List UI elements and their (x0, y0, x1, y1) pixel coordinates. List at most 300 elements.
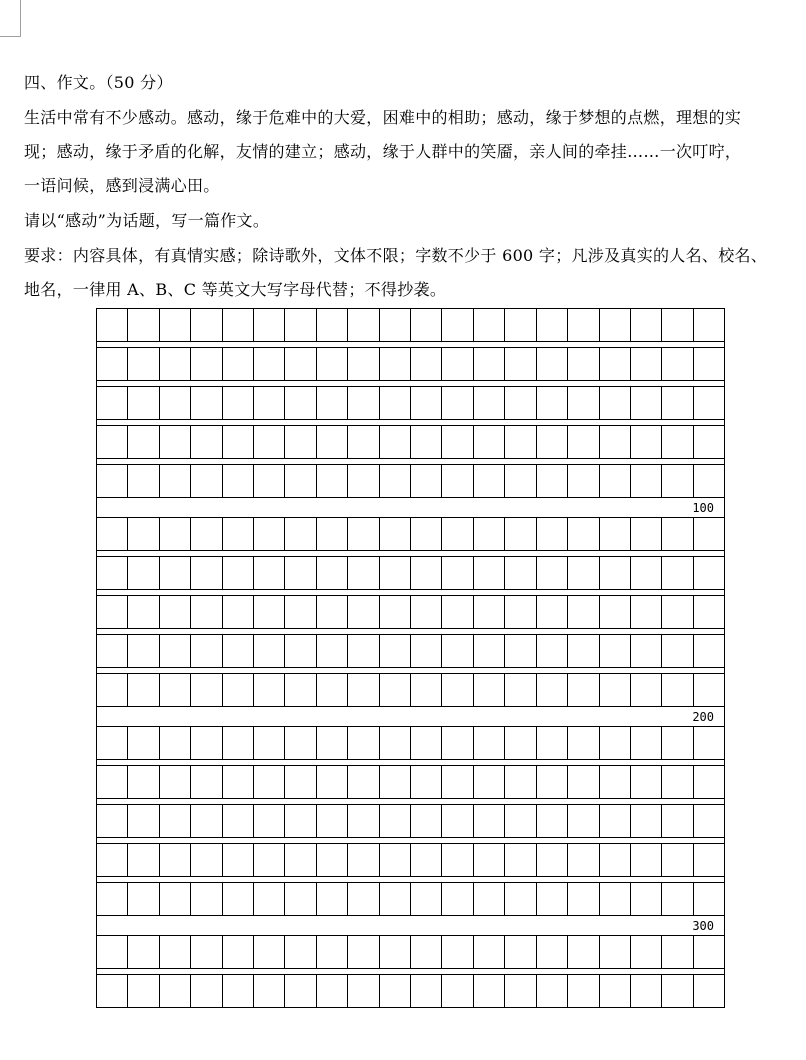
grid-cell[interactable] (411, 766, 442, 798)
grid-cell[interactable] (191, 635, 222, 667)
grid-cell[interactable] (631, 766, 662, 798)
grid-cell[interactable] (128, 727, 159, 759)
grid-cell[interactable] (285, 596, 316, 628)
grid-cell[interactable] (537, 557, 568, 589)
grid-cell[interactable] (191, 674, 222, 706)
grid-cell[interactable] (631, 348, 662, 380)
grid-cell[interactable] (694, 387, 724, 419)
grid-cell[interactable] (380, 387, 411, 419)
grid-cell[interactable] (505, 727, 536, 759)
grid-cell[interactable] (411, 674, 442, 706)
grid-cell[interactable] (380, 936, 411, 968)
grid-cell[interactable] (285, 883, 316, 915)
grid-cell[interactable] (568, 465, 599, 497)
grid-cell[interactable] (285, 426, 316, 458)
grid-cell[interactable] (631, 309, 662, 341)
grid-cell[interactable] (128, 635, 159, 667)
grid-cell[interactable] (128, 766, 159, 798)
grid-cell[interactable] (317, 387, 348, 419)
grid-cell[interactable] (505, 975, 536, 1007)
grid-cell[interactable] (537, 883, 568, 915)
grid-cell[interactable] (317, 596, 348, 628)
grid-cell[interactable] (128, 426, 159, 458)
grid-cell[interactable] (223, 387, 254, 419)
grid-cell[interactable] (285, 844, 316, 876)
grid-cell[interactable] (662, 387, 693, 419)
composition-grid[interactable] (96, 308, 725, 1008)
grid-cell[interactable] (537, 844, 568, 876)
grid-cell[interactable] (662, 805, 693, 837)
grid-cell[interactable] (191, 936, 222, 968)
grid-cell[interactable] (631, 805, 662, 837)
grid-cell[interactable] (505, 426, 536, 458)
grid-cell[interactable] (160, 766, 191, 798)
grid-cell[interactable] (97, 348, 128, 380)
grid-cell[interactable] (160, 975, 191, 1007)
grid-cell[interactable] (505, 805, 536, 837)
grid-cell[interactable] (160, 805, 191, 837)
grid-cell[interactable] (285, 635, 316, 667)
grid-cell[interactable] (694, 727, 724, 759)
grid-cell[interactable] (128, 518, 159, 550)
grid-cell[interactable] (160, 426, 191, 458)
grid-cell[interactable] (694, 465, 724, 497)
grid-cell[interactable] (505, 518, 536, 550)
grid-cell[interactable] (442, 727, 473, 759)
grid-cell[interactable] (317, 727, 348, 759)
grid-cell[interactable] (128, 805, 159, 837)
grid-cell[interactable] (348, 805, 379, 837)
grid-cell[interactable] (662, 844, 693, 876)
grid-cell[interactable] (474, 635, 505, 667)
grid-cell[interactable] (568, 635, 599, 667)
grid-cell[interactable] (568, 387, 599, 419)
grid-cell[interactable] (411, 727, 442, 759)
grid-cell[interactable] (348, 674, 379, 706)
grid-cell[interactable] (411, 387, 442, 419)
grid-cell[interactable] (694, 936, 724, 968)
grid-cell[interactable] (380, 309, 411, 341)
grid-cell[interactable] (537, 518, 568, 550)
grid-cell[interactable] (662, 635, 693, 667)
grid-cell[interactable] (537, 805, 568, 837)
grid-cell[interactable] (568, 805, 599, 837)
grid-cell[interactable] (474, 805, 505, 837)
grid-cell[interactable] (97, 309, 128, 341)
grid-cell[interactable] (223, 348, 254, 380)
grid-cell[interactable] (694, 635, 724, 667)
grid-cell[interactable] (631, 635, 662, 667)
grid-cell[interactable] (474, 936, 505, 968)
grid-cell[interactable] (568, 426, 599, 458)
grid-cell[interactable] (411, 426, 442, 458)
grid-cell[interactable] (600, 465, 631, 497)
grid-cell[interactable] (694, 674, 724, 706)
grid-cell[interactable] (474, 557, 505, 589)
grid-cell[interactable] (411, 557, 442, 589)
grid-cell[interactable] (662, 766, 693, 798)
grid-cell[interactable] (285, 805, 316, 837)
grid-cell[interactable] (694, 975, 724, 1007)
grid-cell[interactable] (505, 465, 536, 497)
grid-cell[interactable] (160, 596, 191, 628)
grid-cell[interactable] (505, 766, 536, 798)
grid-cell[interactable] (442, 936, 473, 968)
grid-cell[interactable] (191, 805, 222, 837)
grid-cell[interactable] (380, 975, 411, 1007)
grid-cell[interactable] (474, 465, 505, 497)
grid-cell[interactable] (348, 518, 379, 550)
grid-cell[interactable] (380, 727, 411, 759)
grid-cell[interactable] (631, 557, 662, 589)
grid-cell[interactable] (442, 387, 473, 419)
grid-cell[interactable] (411, 883, 442, 915)
grid-cell[interactable] (285, 518, 316, 550)
grid-cell[interactable] (348, 883, 379, 915)
grid-cell[interactable] (348, 465, 379, 497)
grid-cell[interactable] (348, 844, 379, 876)
grid-cell[interactable] (223, 844, 254, 876)
grid-cell[interactable] (160, 883, 191, 915)
grid-cell[interactable] (474, 674, 505, 706)
grid-cell[interactable] (160, 727, 191, 759)
grid-cell[interactable] (442, 844, 473, 876)
grid-cell[interactable] (694, 557, 724, 589)
grid-cell[interactable] (474, 309, 505, 341)
grid-cell[interactable] (411, 635, 442, 667)
grid-cell[interactable] (662, 975, 693, 1007)
grid-cell[interactable] (442, 766, 473, 798)
grid-cell[interactable] (694, 844, 724, 876)
grid-cell[interactable] (600, 596, 631, 628)
grid-cell[interactable] (600, 844, 631, 876)
grid-cell[interactable] (191, 975, 222, 1007)
grid-cell[interactable] (223, 674, 254, 706)
grid-cell[interactable] (600, 936, 631, 968)
grid-cell[interactable] (317, 348, 348, 380)
grid-cell[interactable] (348, 387, 379, 419)
grid-cell[interactable] (600, 883, 631, 915)
grid-cell[interactable] (631, 465, 662, 497)
grid-cell[interactable] (380, 805, 411, 837)
grid-cell[interactable] (474, 596, 505, 628)
grid-cell[interactable] (631, 844, 662, 876)
grid-cell[interactable] (411, 309, 442, 341)
grid-cell[interactable] (662, 936, 693, 968)
grid-cell[interactable] (223, 309, 254, 341)
grid-cell[interactable] (694, 426, 724, 458)
grid-cell[interactable] (160, 348, 191, 380)
grid-cell[interactable] (285, 766, 316, 798)
grid-cell[interactable] (537, 348, 568, 380)
grid-cell[interactable] (600, 674, 631, 706)
grid-cell[interactable] (191, 426, 222, 458)
grid-cell[interactable] (505, 309, 536, 341)
grid-cell[interactable] (505, 674, 536, 706)
grid-cell[interactable] (191, 766, 222, 798)
grid-cell[interactable] (442, 518, 473, 550)
grid-cell[interactable] (600, 766, 631, 798)
grid-cell[interactable] (285, 348, 316, 380)
grid-cell[interactable] (128, 936, 159, 968)
grid-cell[interactable] (568, 844, 599, 876)
grid-cell[interactable] (191, 844, 222, 876)
grid-cell[interactable] (97, 975, 128, 1007)
grid-cell[interactable] (474, 883, 505, 915)
grid-cell[interactable] (254, 348, 285, 380)
grid-cell[interactable] (285, 674, 316, 706)
grid-cell[interactable] (505, 936, 536, 968)
grid-cell[interactable] (568, 557, 599, 589)
grid-cell[interactable] (662, 426, 693, 458)
grid-cell[interactable] (317, 883, 348, 915)
grid-cell[interactable] (317, 766, 348, 798)
grid-cell[interactable] (600, 727, 631, 759)
grid-cell[interactable] (223, 766, 254, 798)
grid-cell[interactable] (631, 975, 662, 1007)
grid-cell[interactable] (97, 883, 128, 915)
grid-cell[interactable] (97, 766, 128, 798)
grid-cell[interactable] (128, 557, 159, 589)
grid-cell[interactable] (631, 596, 662, 628)
grid-cell[interactable] (662, 309, 693, 341)
grid-cell[interactable] (631, 674, 662, 706)
grid-cell[interactable] (97, 596, 128, 628)
grid-cell[interactable] (600, 975, 631, 1007)
grid-cell[interactable] (97, 674, 128, 706)
grid-cell[interactable] (128, 596, 159, 628)
grid-cell[interactable] (631, 936, 662, 968)
grid-cell[interactable] (537, 766, 568, 798)
grid-cell[interactable] (254, 557, 285, 589)
grid-cell[interactable] (317, 426, 348, 458)
grid-cell[interactable] (254, 975, 285, 1007)
grid-cell[interactable] (254, 518, 285, 550)
grid-cell[interactable] (254, 465, 285, 497)
grid-cell[interactable] (505, 596, 536, 628)
grid-cell[interactable] (348, 309, 379, 341)
grid-cell[interactable] (662, 518, 693, 550)
grid-cell[interactable] (317, 557, 348, 589)
grid-cell[interactable] (411, 348, 442, 380)
grid-cell[interactable] (160, 465, 191, 497)
grid-cell[interactable] (223, 975, 254, 1007)
grid-cell[interactable] (505, 348, 536, 380)
grid-cell[interactable] (128, 975, 159, 1007)
grid-cell[interactable] (537, 674, 568, 706)
grid-cell[interactable] (568, 348, 599, 380)
grid-cell[interactable] (568, 674, 599, 706)
grid-cell[interactable] (537, 596, 568, 628)
grid-cell[interactable] (537, 936, 568, 968)
grid-cell[interactable] (411, 596, 442, 628)
grid-cell[interactable] (254, 805, 285, 837)
grid-cell[interactable] (537, 635, 568, 667)
grid-cell[interactable] (348, 975, 379, 1007)
grid-cell[interactable] (254, 387, 285, 419)
grid-cell[interactable] (442, 596, 473, 628)
grid-cell[interactable] (568, 309, 599, 341)
grid-cell[interactable] (662, 596, 693, 628)
grid-cell[interactable] (380, 766, 411, 798)
grid-cell[interactable] (348, 557, 379, 589)
grid-cell[interactable] (568, 518, 599, 550)
grid-cell[interactable] (317, 635, 348, 667)
grid-cell[interactable] (537, 975, 568, 1007)
grid-cell[interactable] (348, 936, 379, 968)
grid-cell[interactable] (505, 844, 536, 876)
grid-cell[interactable] (348, 426, 379, 458)
grid-cell[interactable] (380, 348, 411, 380)
grid-cell[interactable] (223, 883, 254, 915)
grid-cell[interactable] (317, 844, 348, 876)
grid-cell[interactable] (442, 975, 473, 1007)
grid-cell[interactable] (600, 309, 631, 341)
grid-cell[interactable] (223, 557, 254, 589)
grid-cell[interactable] (662, 348, 693, 380)
grid-cell[interactable] (160, 844, 191, 876)
grid-cell[interactable] (254, 727, 285, 759)
grid-cell[interactable] (694, 766, 724, 798)
grid-cell[interactable] (600, 557, 631, 589)
grid-cell[interactable] (97, 844, 128, 876)
grid-cell[interactable] (505, 387, 536, 419)
grid-cell[interactable] (160, 557, 191, 589)
grid-cell[interactable] (537, 387, 568, 419)
grid-cell[interactable] (317, 674, 348, 706)
grid-cell[interactable] (442, 309, 473, 341)
grid-cell[interactable] (223, 727, 254, 759)
grid-cell[interactable] (317, 465, 348, 497)
grid-cell[interactable] (97, 518, 128, 550)
grid-cell[interactable] (631, 518, 662, 550)
grid-cell[interactable] (474, 387, 505, 419)
grid-cell[interactable] (254, 309, 285, 341)
grid-cell[interactable] (694, 348, 724, 380)
grid-cell[interactable] (348, 596, 379, 628)
grid-cell[interactable] (568, 936, 599, 968)
grid-cell[interactable] (160, 674, 191, 706)
grid-cell[interactable] (97, 936, 128, 968)
grid-cell[interactable] (600, 426, 631, 458)
grid-cell[interactable] (97, 426, 128, 458)
grid-cell[interactable] (694, 518, 724, 550)
grid-cell[interactable] (254, 766, 285, 798)
grid-cell[interactable] (568, 975, 599, 1007)
grid-cell[interactable] (537, 426, 568, 458)
grid-cell[interactable] (191, 596, 222, 628)
grid-cell[interactable] (285, 309, 316, 341)
grid-cell[interactable] (285, 387, 316, 419)
grid-cell[interactable] (223, 936, 254, 968)
grid-cell[interactable] (254, 635, 285, 667)
grid-cell[interactable] (317, 518, 348, 550)
grid-cell[interactable] (348, 348, 379, 380)
grid-cell[interactable] (285, 975, 316, 1007)
grid-cell[interactable] (537, 309, 568, 341)
grid-cell[interactable] (631, 387, 662, 419)
grid-cell[interactable] (254, 883, 285, 915)
grid-cell[interactable] (191, 348, 222, 380)
grid-cell[interactable] (411, 975, 442, 1007)
grid-cell[interactable] (128, 844, 159, 876)
grid-cell[interactable] (97, 805, 128, 837)
grid-cell[interactable] (694, 883, 724, 915)
grid-cell[interactable] (380, 635, 411, 667)
grid-cell[interactable] (600, 635, 631, 667)
grid-cell[interactable] (442, 883, 473, 915)
grid-cell[interactable] (285, 557, 316, 589)
grid-cell[interactable] (128, 465, 159, 497)
grid-cell[interactable] (191, 387, 222, 419)
grid-cell[interactable] (474, 426, 505, 458)
grid-cell[interactable] (411, 518, 442, 550)
grid-cell[interactable] (631, 727, 662, 759)
grid-cell[interactable] (600, 518, 631, 550)
grid-cell[interactable] (254, 596, 285, 628)
grid-cell[interactable] (474, 975, 505, 1007)
grid-cell[interactable] (600, 387, 631, 419)
grid-cell[interactable] (631, 883, 662, 915)
grid-cell[interactable] (317, 975, 348, 1007)
grid-cell[interactable] (191, 465, 222, 497)
grid-cell[interactable] (662, 557, 693, 589)
grid-cell[interactable] (160, 936, 191, 968)
grid-cell[interactable] (223, 426, 254, 458)
grid-cell[interactable] (537, 465, 568, 497)
grid-cell[interactable] (442, 426, 473, 458)
grid-cell[interactable] (442, 465, 473, 497)
grid-cell[interactable] (191, 727, 222, 759)
grid-cell[interactable] (285, 727, 316, 759)
grid-cell[interactable] (380, 674, 411, 706)
grid-cell[interactable] (380, 518, 411, 550)
grid-cell[interactable] (631, 426, 662, 458)
grid-cell[interactable] (97, 727, 128, 759)
grid-cell[interactable] (474, 518, 505, 550)
grid-cell[interactable] (223, 518, 254, 550)
grid-cell[interactable] (442, 348, 473, 380)
grid-cell[interactable] (380, 883, 411, 915)
grid-cell[interactable] (191, 309, 222, 341)
grid-cell[interactable] (380, 557, 411, 589)
grid-cell[interactable] (128, 348, 159, 380)
grid-cell[interactable] (97, 465, 128, 497)
grid-cell[interactable] (411, 844, 442, 876)
grid-cell[interactable] (191, 518, 222, 550)
grid-cell[interactable] (128, 309, 159, 341)
grid-cell[interactable] (411, 465, 442, 497)
grid-cell[interactable] (128, 883, 159, 915)
grid-cell[interactable] (160, 635, 191, 667)
grid-cell[interactable] (568, 727, 599, 759)
grid-cell[interactable] (160, 518, 191, 550)
grid-cell[interactable] (411, 805, 442, 837)
grid-cell[interactable] (474, 844, 505, 876)
grid-cell[interactable] (568, 766, 599, 798)
grid-cell[interactable] (254, 844, 285, 876)
grid-cell[interactable] (223, 465, 254, 497)
grid-cell[interactable] (97, 635, 128, 667)
grid-cell[interactable] (348, 766, 379, 798)
grid-cell[interactable] (285, 936, 316, 968)
grid-cell[interactable] (317, 309, 348, 341)
grid-cell[interactable] (474, 766, 505, 798)
grid-cell[interactable] (568, 883, 599, 915)
grid-cell[interactable] (442, 557, 473, 589)
grid-cell[interactable] (505, 557, 536, 589)
grid-cell[interactable] (317, 936, 348, 968)
